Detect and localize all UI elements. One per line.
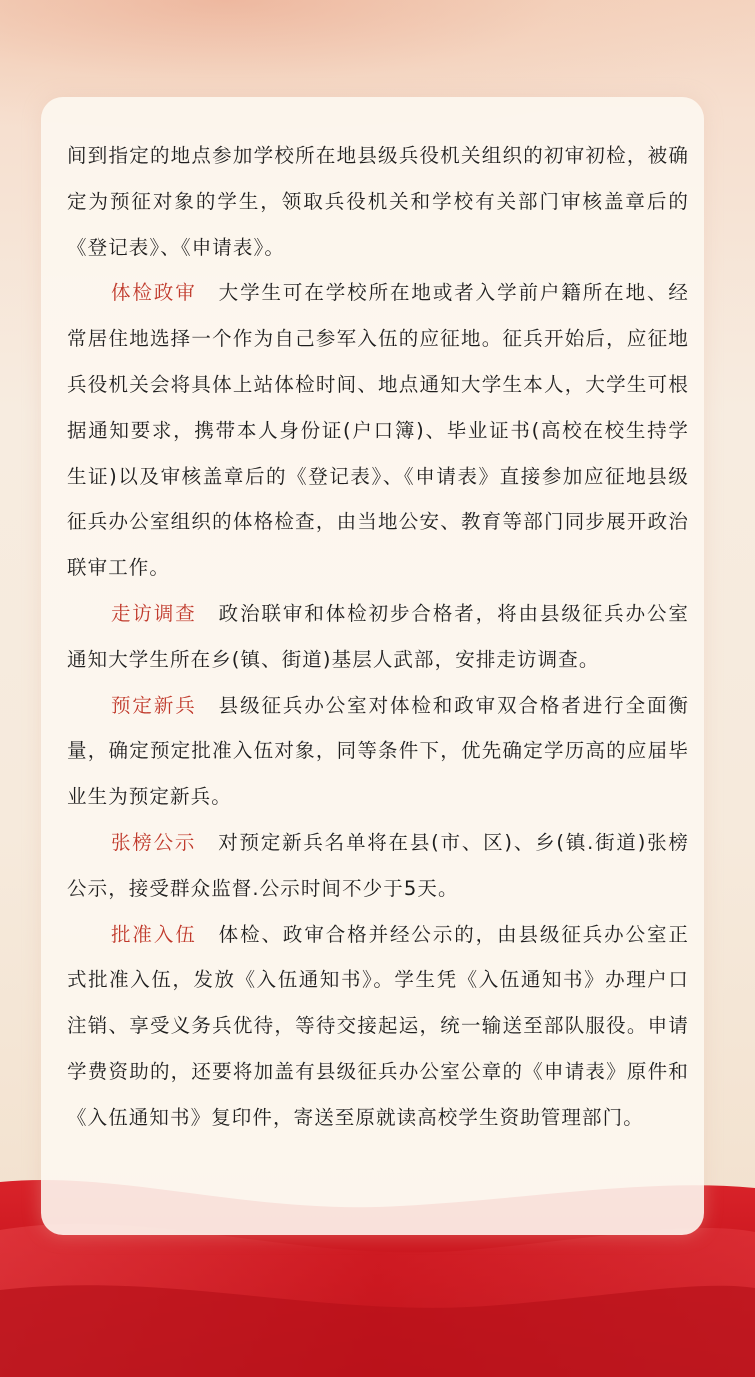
section-heading: 体检政审	[111, 281, 197, 305]
article-text	[67, 133, 689, 1141]
paragraph-physical-political-exam	[67, 270, 689, 591]
section-heading: 批准入伍	[111, 922, 197, 946]
paragraph-body: 间到指定的地点参加学校所在地县级兵役机关组织的初审初检，被确定为预征对象的学生，领取兵役机关和学校有关部门审核盖章后的《登记表》、《申请表》。	[67, 144, 689, 259]
paragraph-intro	[67, 133, 689, 270]
section-heading: 张榜公示	[111, 830, 197, 854]
paragraph-public-notice	[67, 820, 689, 912]
section-heading: 预定新兵	[111, 693, 197, 717]
paragraph-predetermined-recruits	[67, 683, 689, 820]
paragraph-body: 县级征兵办公室对体检和政审双合格者进行全面衡量，确定预定批准入伍对象，同等条件下，优先确定学历高的应届毕业生为预定新兵。	[67, 693, 690, 809]
paragraph-enlistment-approval	[67, 912, 689, 1141]
paragraph-body: 体检、政审合格并经公示的，由县级征兵办公室正式批准入伍，发放《入伍通知书》。学生凭《入伍通知书》办理户口注销、享受义务兵优待，等待交接起运，统一输送至部队服役。申请学费资助的，还要将加盖有县级征兵办公室公章的《申请表》原件和《入伍通知书》复印件，寄送至原就读高校学生资助管理部门。	[67, 922, 690, 1129]
section-heading: 走访调查	[111, 601, 197, 625]
paragraph-visit-investigation	[67, 591, 689, 683]
paragraph-body: 对预定新兵名单将在县(市、区)、乡(镇.街道)张榜公示，接受群众监督.公示时间不少于5天。	[67, 830, 689, 900]
paragraph-body: 大学生可在学校所在地或者入学前户籍所在地、经常居住地选择一个作为自己参军入伍的应征地。征兵开始后，应征地兵役机关会将具体上站体检时间、地点通知大学生本人，大学生可根据通知要求，携带本人身份证(户口簿)、毕业证书(高校在校生持学生证)以及审核盖章后的《登记表》、《申请表》直接参加应征地县级征兵办公室组织的体格检查，由当地公安、教育等部门同步展开政治联审工作。	[67, 281, 690, 580]
paragraph-body: 政治联审和体检初步合格者，将由县级征兵办公室通知大学生所在乡(镇、街道)基层人武部，安排走访调查。	[67, 601, 690, 671]
